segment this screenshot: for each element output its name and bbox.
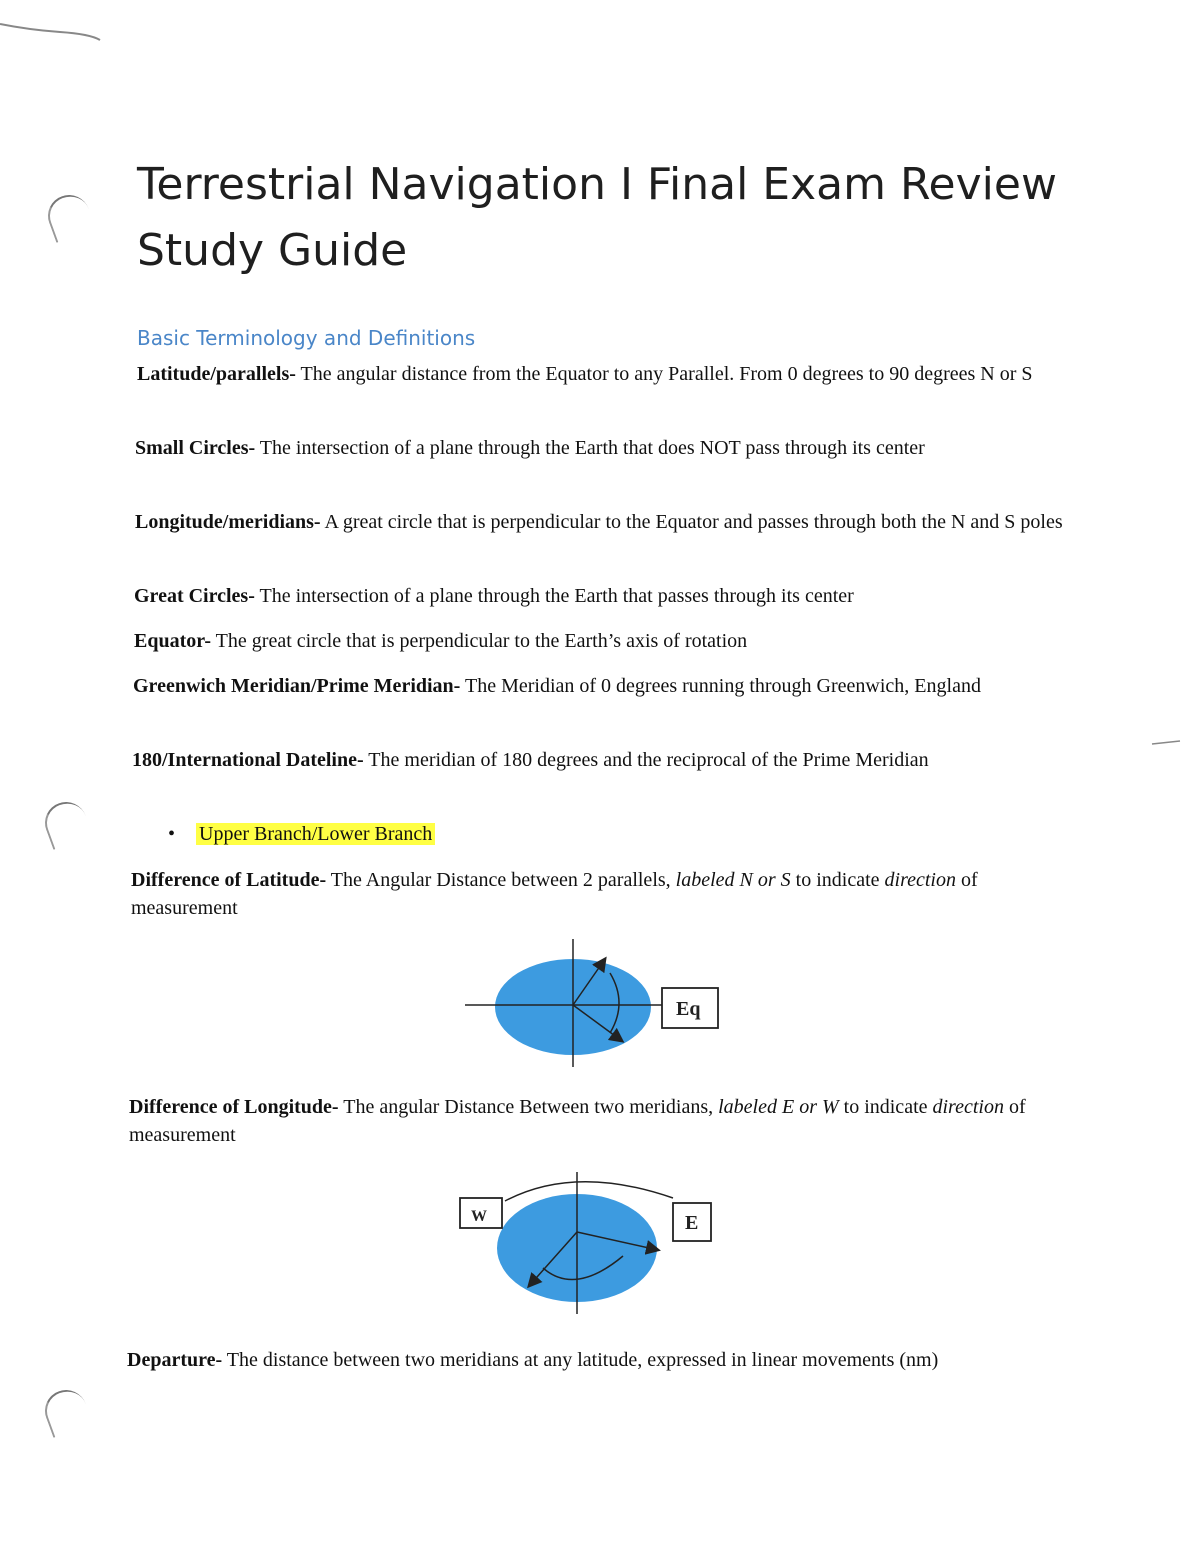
definition-text: of measurement	[131, 869, 978, 919]
definition-text: to indicate	[838, 1096, 933, 1118]
difference-of-longitude-diagram	[455, 1168, 720, 1318]
punch-hole-top	[42, 189, 96, 243]
definition-departure	[127, 1346, 1057, 1374]
definition-text: The intersection of a plane through the Earth that passes through its center	[254, 585, 854, 607]
e-label: E	[685, 1212, 699, 1234]
definition-text: The angular Distance Between two meridians,	[338, 1096, 719, 1118]
definition-text: to indicate	[790, 869, 885, 891]
term-label: Difference of Latitude-	[131, 869, 327, 891]
italic-label: labeled N or S	[675, 869, 791, 891]
definition-small-circles	[135, 434, 1065, 462]
definition-great-circles	[134, 582, 1064, 610]
italic-direction: direction	[932, 1096, 1004, 1118]
section-heading: Basic Terminology and Definitions	[137, 326, 476, 350]
definition-text: The intersection of a plane through the Earth that does NOT pass through its center	[255, 437, 925, 459]
definition-text: of measurement	[129, 1096, 1026, 1146]
term-label: Small Circles-	[135, 437, 256, 459]
w-label: W	[471, 1208, 487, 1225]
definition-longitude	[135, 508, 1065, 536]
term-label: Difference of Longitude-	[129, 1096, 339, 1118]
punch-hole-bottom	[39, 1384, 93, 1438]
definition-difference-of-latitude	[131, 866, 1061, 922]
definition-text: The Meridian of 0 degrees running through Greenwich, England	[460, 675, 981, 697]
term-label: Equator-	[134, 630, 212, 652]
definition-text: The distance between two meridians at any latitude, expressed in linear movements (nm)	[222, 1349, 939, 1371]
term-label: 180/International Dateline-	[132, 749, 364, 771]
definition-text: The great circle that is perpendicular to the Earth’s axis of rotation	[211, 630, 748, 652]
definition-text: The meridian of 180 degrees and the reciprocal of the Prime Meridian	[363, 749, 929, 771]
definition-equator	[134, 627, 1064, 655]
highlighted-bullet	[168, 820, 435, 848]
definition-text: The Angular Distance between 2 parallels,	[326, 869, 676, 891]
definition-latitude	[137, 360, 1067, 388]
term-label: Departure-	[127, 1349, 223, 1371]
punch-hole-middle	[39, 796, 93, 850]
difference-of-latitude-diagram	[460, 935, 730, 1075]
definition-dateline	[132, 746, 1062, 774]
term-label: Latitude/parallels-	[137, 363, 296, 385]
italic-label: labeled E or W	[718, 1096, 839, 1118]
italic-direction: direction	[884, 869, 956, 891]
definition-text: A great circle that is perpendicular to the Equator and passes through both the N and S poles	[320, 511, 1063, 533]
definition-prime-meridian	[133, 672, 1063, 700]
term-label: Longitude/meridians-	[135, 511, 321, 533]
bullet-icon: •	[168, 823, 176, 845]
definition-text: The angular distance from the Equator to any Parallel. From 0 degrees to 90 degrees N or S	[295, 363, 1033, 385]
document-title: Terrestrial Navigation I Final Exam Review Study Guide	[137, 159, 1057, 276]
eq-label: Eq	[676, 998, 701, 1020]
bullet-text: Upper Branch/Lower Branch	[196, 823, 435, 845]
term-label: Great Circles-	[134, 585, 255, 607]
definition-difference-of-longitude	[129, 1093, 1059, 1149]
term-label: Greenwich Meridian/Prime Meridian-	[133, 675, 461, 697]
scan-mark-top-left	[0, 18, 110, 48]
scan-mark-right-edge	[1150, 738, 1190, 748]
